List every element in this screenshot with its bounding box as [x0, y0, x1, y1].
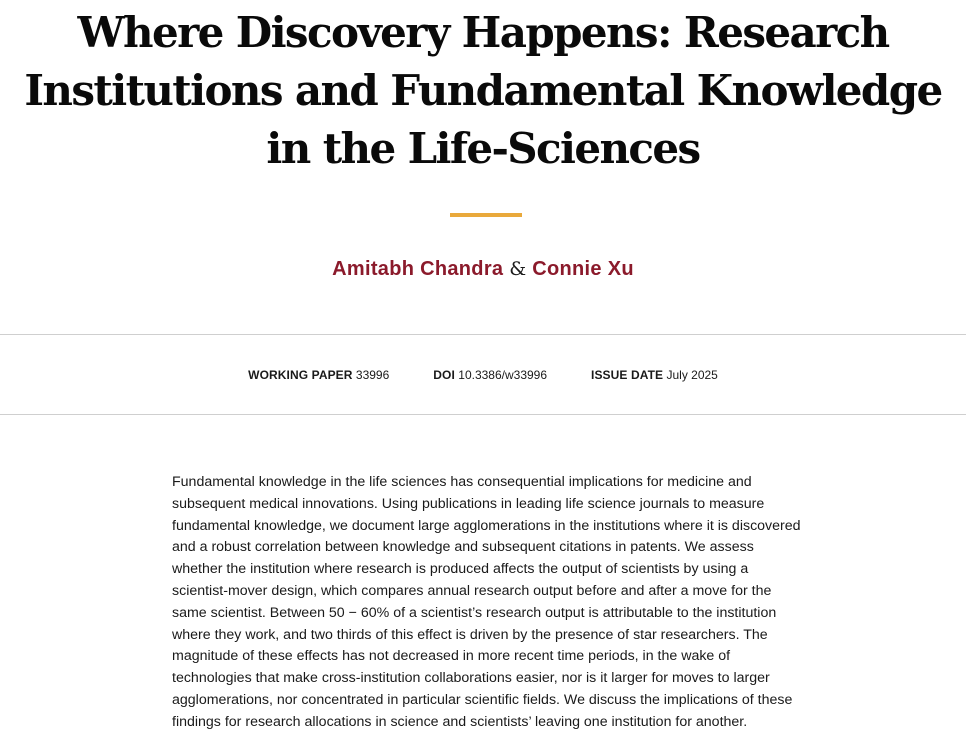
author-list	[0, 255, 966, 283]
working-paper-number: 33996	[355, 367, 390, 382]
author-separator: &	[509, 258, 527, 280]
issue-date-value: July 2025	[666, 367, 718, 382]
working-paper-info	[248, 368, 389, 382]
page-title: Where Discovery Happens: Research Institutions and Fundamental Knowledge in the Life-Sciences	[24, 8, 942, 173]
paper-metadata-bar	[0, 334, 966, 415]
issue-date-info	[591, 368, 718, 382]
title-accent-divider	[450, 213, 522, 217]
doi-value: 10.3386/w33996	[458, 367, 548, 382]
doi-label: DOI	[433, 367, 455, 382]
author-link-amitabh-chandra[interactable]: Amitabh Chandra	[332, 258, 504, 280]
issue-date-label: ISSUE DATE	[591, 367, 664, 382]
working-paper-label: WORKING PAPER	[248, 367, 353, 382]
doi-info	[433, 368, 547, 382]
abstract-text: Fundamental knowledge in the life sciences has consequential implications for medicine and subsequent medical innovations. Using publications in leading life science journals to measure fundamental knowledge, we document large agglomerations in the institutions where it is discovered and a robust correlation between knowledge and subsequent citations in patents. We assess whether the institution where research is produced affects the output of scientists by using a scientist-mover design, which compares annual research output before and after a move for the same scientist. Between 50 − 60% of a scientist’s research output is attributable to the institution where they work, and two thirds of this effect is driven by the presence of star researchers. The magnitude of these effects has not decreased in more recent time periods, in the wake of technologies that make cross-institution collaborations easier, nor is it larger for moves to larger agglomerations, nor concentrated in particular scientific fields. We discuss the implications of these findings for research allocations in science and scientists’ leaving one institution for another.	[172, 474, 801, 730]
author-link-connie-xu[interactable]: Connie Xu	[532, 258, 634, 280]
